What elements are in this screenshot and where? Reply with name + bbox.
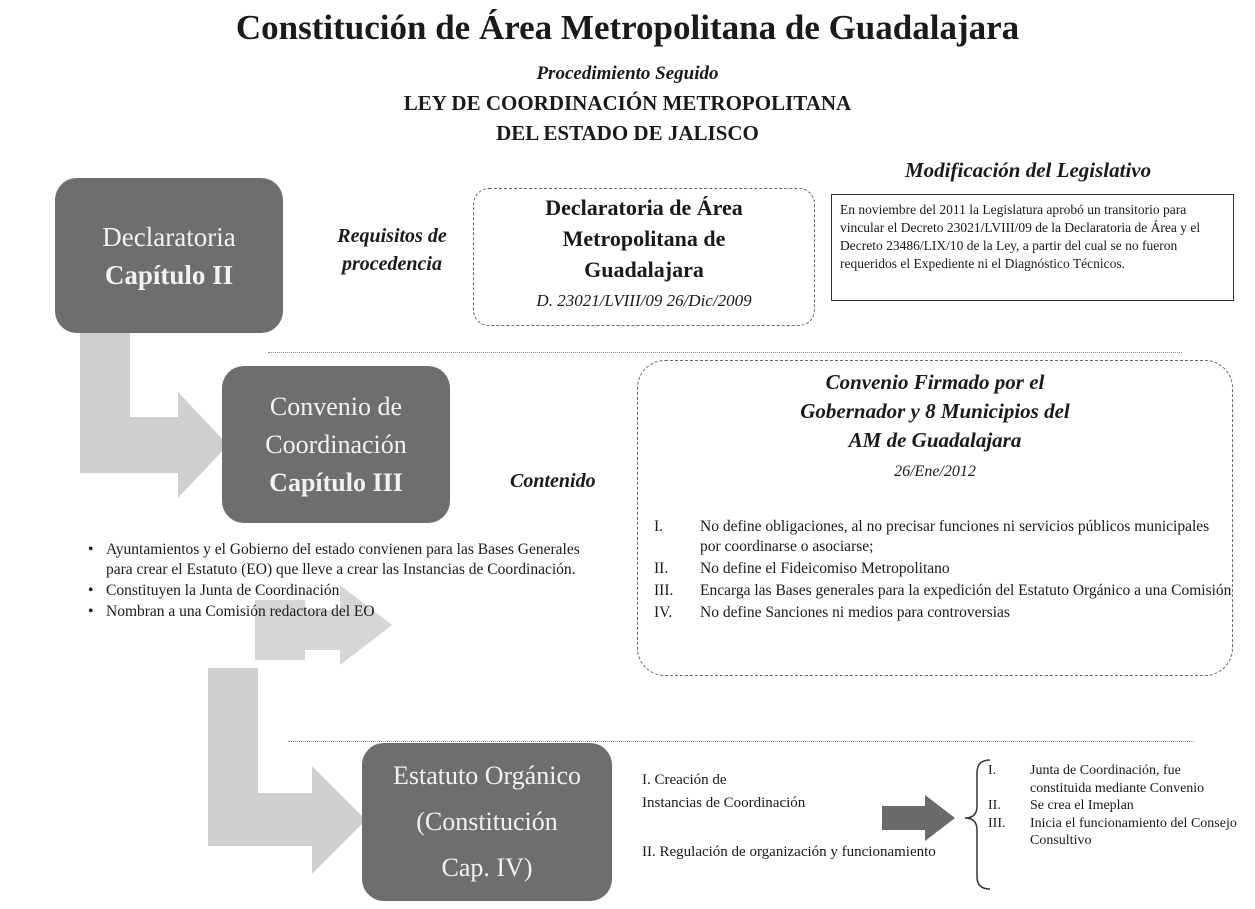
stage-convenio-chapter: Capítulo III [269,467,403,497]
contenido-label: Contenido [510,470,596,492]
stage-estatuto [362,743,612,901]
convenio-list [654,517,1232,623]
stage-estatuto-label2: (Constitución [416,807,558,836]
law-name-line1: LEY DE COORDINACIÓN METROPOLITANA [403,91,852,115]
estatuto-item2: II. Regulación de organización y funcionamiento [642,844,936,860]
list-item-number: III. [654,582,674,599]
convenio-title-line: Convenio Firmado por el [825,370,1045,394]
stage-convenio-label2: Coordinación [265,429,407,459]
list-item-text: Encarga las Bases generales para la expedición del Estatuto Orgánico a una Comisión [700,582,1232,599]
list-item-number: III. [988,815,1006,831]
list-item [654,603,1232,623]
list-item [988,815,1238,850]
stage-declaratoria-label: Declaratoria [102,221,236,252]
convenio-title-line: Gobernador y 8 Municipios del [800,399,1070,423]
connector-arrow-1 [80,330,228,498]
list-item-number: II. [988,798,1001,813]
result-arrow [882,795,955,841]
declaratoria-box [473,188,815,326]
list-item [654,517,1232,557]
declaratoria-title-line: Metropolitana de [562,226,726,251]
list-item-text: Junta de Coordinación, fue constituida mediante Convenio [1030,763,1205,796]
results-list [988,762,1238,850]
declaratoria-title-line: Declaratoria de Área [545,195,743,220]
requisitos-line1: Requisitos de [337,225,447,247]
stage-convenio-label1: Convenio de [269,391,403,421]
bullet-item: • Ayuntamientos y el Gobierno del estado convienen para las Bases Generales para crear el Estatuto (EO) que lleve a crear las Instancias de Coordinación. [88,540,608,580]
stage-estatuto-label1: Estatuto Orgánico [393,761,581,790]
list-item-text: No define el Fideicomiso Metropolitano [700,560,950,577]
declaratoria-title [474,192,814,285]
list-item-number: II. [654,560,669,577]
page-title: Constitución de Área Metropolitana de Guadalajara [235,8,1020,47]
bullet-item: • Nombran a una Comisión redactora del EO [88,602,608,622]
estatuto-item1-line1: I. Creación de [642,772,727,788]
list-item [654,581,1232,601]
requisitos-line2: procedencia [342,253,442,275]
list-item [654,559,1232,579]
list-item-text: No define obligaciones, al no precisar funciones ni servicios públicos municipales por coordinarse o asociarse; [700,518,1210,555]
modification-box: En noviembre del 2011 la Legislatura aprobó un transitorio para vincular el Decreto 23021/LVIII/09 de la Declaratoria de Área y el Decreto 23486/LIX/10 de la Ley, a partir del cual se no fueron requeridos el Expediente ni el Diagnóstico Técnicos. [831,194,1234,301]
stage-estatuto-label3: Cap. IV) [441,853,533,882]
convenio-title [638,368,1232,455]
convenio-title-line: AM de Guadalajara [848,428,1022,452]
law-name-line2: DEL ESTADO DE JALISCO [496,121,759,145]
requisitos-label [322,222,462,278]
list-item-text: No define Sanciones ni medios para controversias [700,604,1010,621]
stage-declaratoria [55,178,283,333]
subtitle: Procedimiento Seguido [536,63,719,84]
declaratoria-decree: D. 23021/LVIII/09 26/Dic/2009 [536,291,752,310]
list-item-number: I. [988,763,997,778]
separator-line-1 [268,352,1182,353]
list-item [988,762,1238,797]
bullet-item: • Constituyen la Junta de Coordinación [88,581,608,601]
stage-convenio [222,366,450,523]
convenio-box [637,360,1233,676]
modification-title: Modificación del Legislativo [905,158,1152,182]
list-item-text: Se crea el Imeplan [1030,798,1134,813]
list-item [988,797,1238,815]
list-item-number: IV. [654,604,673,621]
result-brace [965,760,990,889]
list-item-text: Inicia el funcionamiento del Consejo Consultivo [1030,815,1237,848]
list-item-number: I. [654,518,664,535]
declaratoria-title-line: Guadalajara [584,257,704,282]
separator-line-2 [288,741,1194,742]
estatuto-item1-line2: Instancias de Coordinación [642,795,806,811]
stage-declaratoria-chapter: Capítulo II [104,259,234,290]
convenio-date: 26/Ene/2012 [894,463,976,480]
convenio-bullets [88,540,608,623]
connector-arrow-3 [208,668,366,874]
